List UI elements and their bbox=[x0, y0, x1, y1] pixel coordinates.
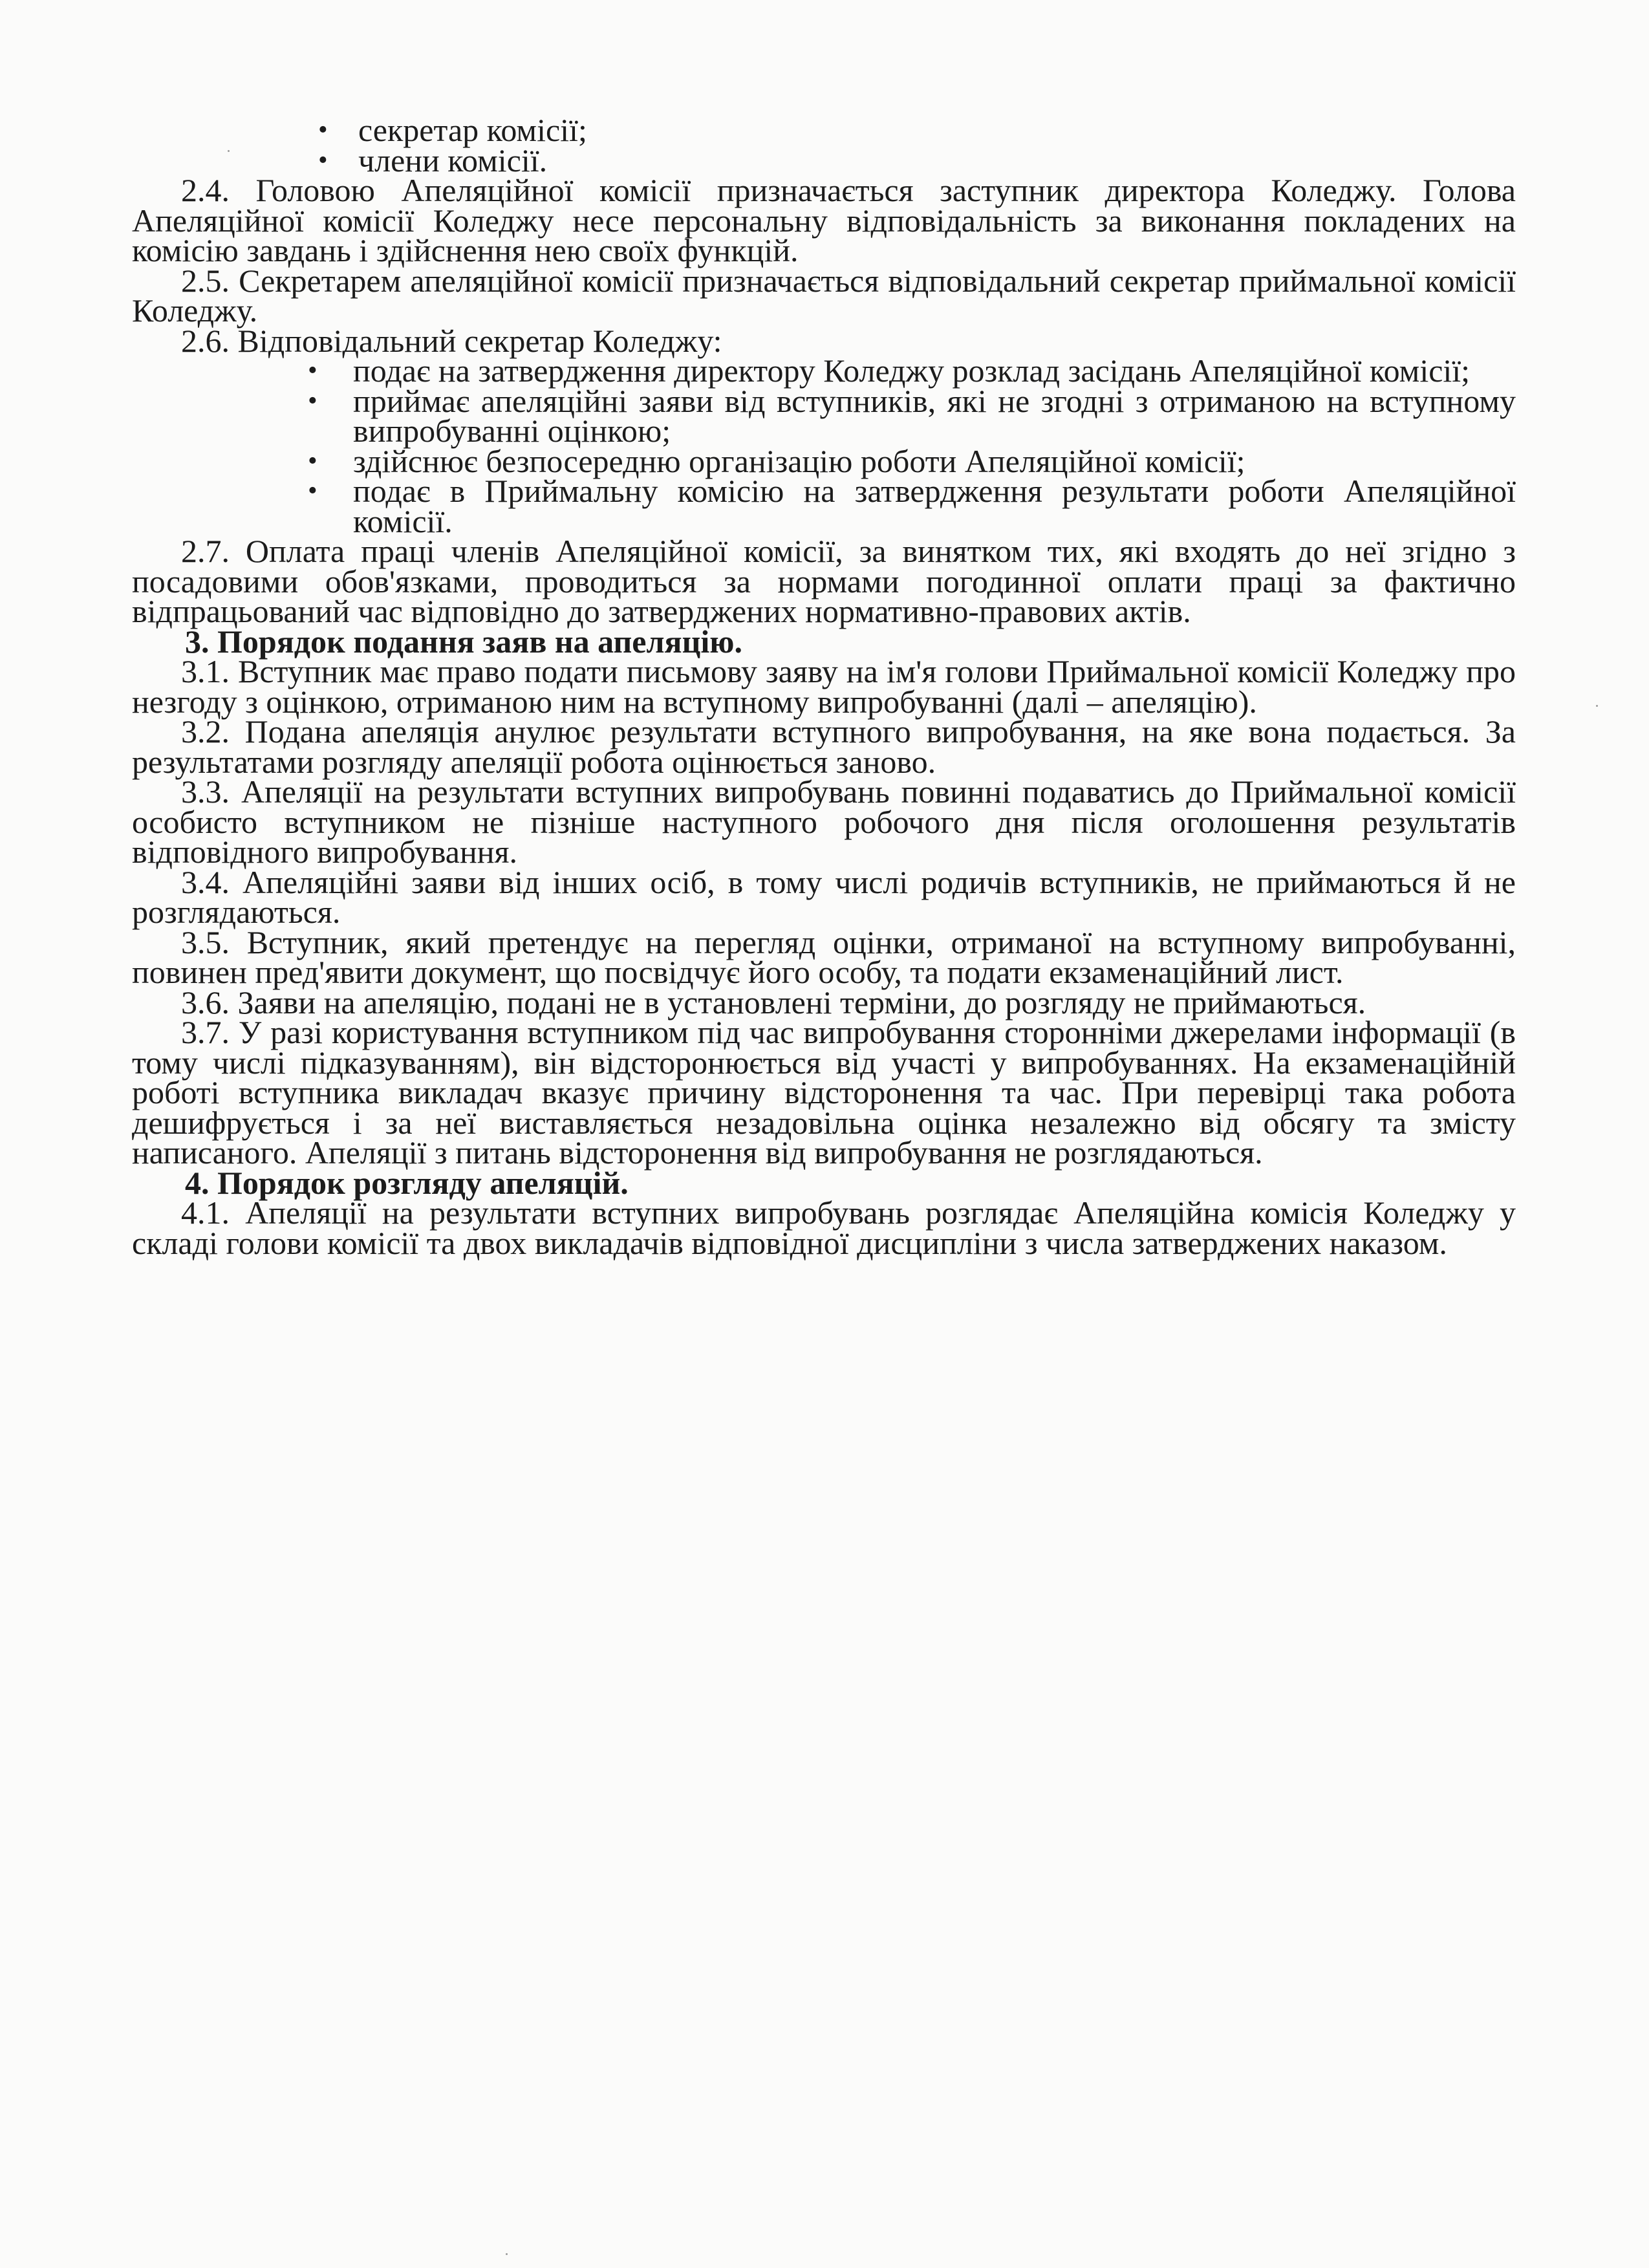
bullet-icon: • bbox=[318, 145, 328, 175]
list-item-text: подає в Приймальну комісію на затвердження результати роботи Апеляційної комісії. bbox=[353, 473, 1516, 539]
bullet-icon: • bbox=[308, 356, 318, 385]
paragraph-3-2: 3.2. Подана апеляція анулює результати вступного випробування, на яке вона подається. За результатами розгляду апеляції робота оцінюється заново. bbox=[132, 713, 1516, 780]
list-item bbox=[307, 473, 1516, 539]
list-item-text: секретар комісії; bbox=[358, 112, 587, 148]
paragraph-2-5: 2.5. Секретарем апеляційної комісії призначається відповідальний секретар приймальної комісії Коледжу. bbox=[132, 262, 1516, 329]
paragraph-2-6: 2.6. Відповідальний секретар Коледжу: bbox=[181, 322, 722, 359]
section-heading-4: 4. Порядок розгляду апеляцій. bbox=[185, 1164, 629, 1201]
paragraph-4-1: 4.1. Апеляції на результати вступних випробувань розглядає Апеляційна комісія Коледжу у складі голови комісії та двох викладачів відповідної дисципліни з числа затверджених наказом. bbox=[132, 1194, 1516, 1261]
list-item-text: подає на затвердження директору Коледжу розклад засідань Апеляційної комісії; bbox=[353, 352, 1471, 389]
list-item bbox=[316, 112, 1516, 148]
list-item bbox=[307, 442, 1516, 479]
paragraph-3-6: 3.6. Заяви на апеляцію, подані не в установлені терміни, до розгляду не приймаються. bbox=[181, 984, 1366, 1021]
document-body bbox=[132, 112, 1516, 1261]
paragraph-2-4: 2.4. Головою Апеляційної комісії призначається заступник директора Коледжу. Голова Апеляційної комісії Коледжу несе персональну відповідальність за виконання покладених на комісію завдань і здійснення нею своїх функцій. bbox=[132, 172, 1516, 268]
paragraph-3-5: 3.5. Вступник, який претендує на перегляд оцінки, отриманої на вступному випробуванні, повинен пред'явити документ, що посвідчує його особу, та подати екзаменаційний лист. bbox=[132, 923, 1516, 990]
list-item-text: здійснює безпосередню організацію роботи Апеляційної комісії; bbox=[353, 442, 1245, 479]
section-heading-3: 3. Порядок подання заяв на апеляцію. bbox=[185, 623, 742, 660]
list-item bbox=[307, 352, 1516, 389]
paragraph-2-7: 2.7. Оплата праці членів Апеляційної комісії, за винятком тих, які входять до неї згідно з посадовими обов'язками, проводиться за нормами погодинної оплати праці за фактично відпрацьований час відповідно до затверджених нормативно-правових актів. bbox=[132, 533, 1516, 629]
paragraph-3-7: 3.7. У разі користування вступником під час випробування сторонніми джерелами інформації (в тому числі підказуванням), він відсторонюється від участі у випробуваннях. На екзаменаційній роботі вступника викладач вказує причину відсторонення та час. При перевірці така робота дешифрується і за неї виставляється незадовільна оцінка незалежно від обсягу та змісту написаного. Апеляції з питань відсторонення від випробування не розглядаються. bbox=[132, 1014, 1516, 1171]
scan-speck bbox=[506, 2253, 508, 2255]
bullet-icon: • bbox=[318, 115, 328, 145]
scan-speck bbox=[1596, 705, 1598, 707]
bullet-icon: • bbox=[308, 476, 318, 506]
bullet-icon: • bbox=[308, 385, 318, 416]
list-item bbox=[316, 142, 1516, 178]
list-item-text: члени комісії. bbox=[358, 142, 548, 178]
commission-members-list bbox=[132, 112, 1516, 178]
paragraph-3-1: 3.1. Вступник має право подати письмову заяву на ім'я голови Приймальної комісії Коледжу про незгоду з оцінкою, отриманою ним на вступному випробуванні (далі – апеляцію). bbox=[132, 653, 1516, 720]
secretary-duties-list bbox=[132, 352, 1516, 539]
list-item bbox=[307, 382, 1516, 449]
list-item-text: приймає апеляційні заяви від вступників, які не згодні з отриманою на вступному випробуванні оцінкою; bbox=[353, 382, 1516, 449]
paragraph-3-3: 3.3. Апеляції на результати вступних випробувань повинні подаватись до Приймальної комісії особисто вступником не пізніше наступного робочого дня після оголошення результатів відповідного випробування. bbox=[132, 773, 1516, 870]
paragraph-3-4: 3.4. Апеляційні заяви від інших осіб, в тому числі родичів вступників, не приймаються й не розглядаються. bbox=[132, 863, 1516, 930]
bullet-icon: • bbox=[308, 446, 318, 476]
